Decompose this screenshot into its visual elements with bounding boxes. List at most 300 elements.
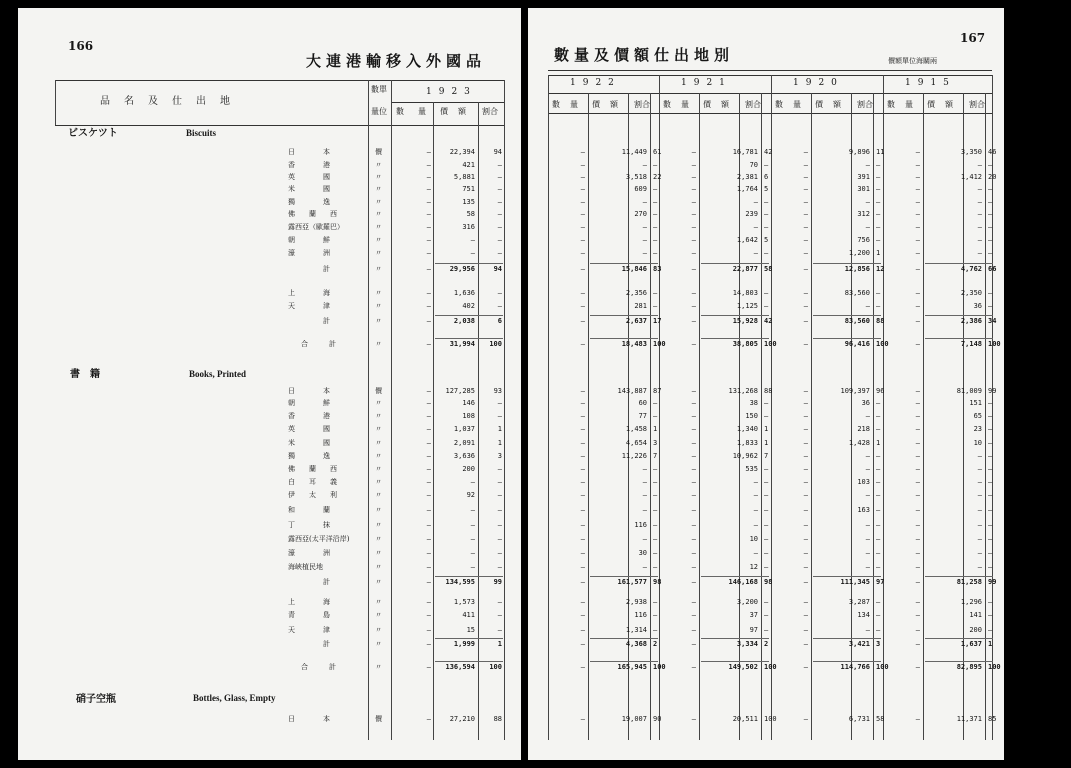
share-cell: 5: [764, 185, 769, 193]
share-cell: —: [764, 521, 769, 529]
qty-cell: —: [580, 663, 585, 671]
year-header-1920: 1920: [793, 78, 844, 88]
qty-cell: —: [580, 598, 585, 606]
qty-cell: —: [915, 249, 920, 257]
share-cell: —: [653, 236, 658, 244]
qty-cell: —: [426, 249, 431, 257]
share-cell: —: [988, 198, 993, 206]
share-cell: 88: [764, 387, 773, 395]
subheader-val-1: 價: [440, 107, 448, 116]
share-cell: —: [653, 506, 658, 514]
subheader-label: 割合: [634, 100, 650, 109]
share-cell: —: [497, 412, 502, 420]
unit-cell: 〃: [375, 412, 382, 420]
qty-cell: —: [915, 452, 920, 460]
value-cell: 16,781: [732, 148, 758, 156]
value-cell: 15,928: [732, 317, 758, 325]
share-cell: —: [876, 412, 881, 420]
unit-cell: 〃: [375, 317, 382, 325]
share-cell: —: [876, 506, 881, 514]
share-cell: 100: [489, 663, 502, 671]
qty-cell: —: [803, 249, 808, 257]
share-cell: —: [497, 185, 502, 193]
share-cell: —: [497, 626, 502, 634]
qty-cell: —: [580, 249, 585, 257]
share-cell: —: [764, 611, 769, 619]
share-cell: —: [764, 289, 769, 297]
subheader-label: 割合: [969, 100, 985, 109]
value-cell: —: [977, 563, 982, 571]
qty-cell: —: [426, 265, 431, 273]
share-cell: —: [876, 161, 881, 169]
share-cell: —: [653, 198, 658, 206]
qty-cell: —: [803, 563, 808, 571]
value-cell: 3,518: [625, 173, 647, 181]
value-cell: —: [470, 563, 475, 571]
origin-label: 天 津: [288, 626, 330, 634]
value-cell: 12: [749, 563, 758, 571]
origin-label: 計: [323, 317, 330, 325]
share-cell: 100: [764, 340, 777, 348]
share-cell: 6: [764, 173, 769, 181]
share-cell: —: [497, 161, 502, 169]
subheader-label: 數: [552, 100, 560, 109]
value-cell: 1,458: [625, 425, 647, 433]
value-cell: —: [865, 535, 870, 543]
subheader-label: 數: [887, 100, 895, 109]
value-cell: 3,287: [848, 598, 870, 606]
unit-cell: 〃: [375, 185, 382, 193]
column-header-item-origin: 品 名 及 仕 出 地: [100, 96, 232, 107]
share-cell: —: [988, 399, 993, 407]
share-cell: —: [497, 521, 502, 529]
unit-cell: 〃: [375, 452, 382, 460]
qty-cell: —: [915, 198, 920, 206]
qty-cell: —: [803, 223, 808, 231]
origin-label: 計: [323, 640, 330, 648]
value-cell: 3,200: [736, 598, 758, 606]
share-cell: 100: [653, 663, 666, 671]
share-cell: —: [988, 249, 993, 257]
qty-cell: —: [691, 302, 696, 310]
qty-cell: —: [915, 465, 920, 473]
qty-cell: —: [803, 236, 808, 244]
qty-cell: —: [691, 640, 696, 648]
origin-label: 香 港: [288, 161, 330, 169]
qty-cell: —: [915, 412, 920, 420]
origin-label: 日 本: [288, 715, 330, 723]
share-cell: 1: [764, 439, 769, 447]
share-cell: —: [497, 563, 502, 571]
value-cell: 2,038: [453, 317, 475, 325]
value-cell: 2,091: [453, 439, 475, 447]
value-cell: —: [753, 491, 758, 499]
share-cell: —: [764, 161, 769, 169]
value-cell: —: [865, 549, 870, 557]
qty-cell: —: [691, 173, 696, 181]
share-cell: —: [876, 563, 881, 571]
share-cell: —: [876, 289, 881, 297]
item-en-biscuits: Biscuits: [186, 128, 217, 138]
qty-cell: —: [691, 387, 696, 395]
qty-cell: —: [580, 399, 585, 407]
share-cell: 1: [988, 640, 993, 648]
qty-cell: —: [803, 715, 808, 723]
value-cell: 1,037: [453, 425, 475, 433]
share-cell: —: [653, 626, 658, 634]
qty-cell: —: [803, 412, 808, 420]
origin-label: 英 國: [288, 425, 330, 433]
qty-cell: —: [426, 399, 431, 407]
qty-cell: —: [803, 161, 808, 169]
value-cell: 15,846: [621, 265, 647, 273]
origin-label: 香 港: [288, 412, 330, 420]
value-cell: 2,356: [625, 289, 647, 297]
share-cell: 1: [876, 439, 881, 447]
share-cell: —: [764, 626, 769, 634]
share-cell: 90: [653, 715, 662, 723]
value-cell: —: [865, 626, 870, 634]
qty-cell: —: [915, 535, 920, 543]
share-cell: 7: [764, 452, 769, 460]
share-cell: 1: [497, 425, 502, 433]
share-cell: —: [653, 412, 658, 420]
value-cell: 134: [857, 611, 870, 619]
unit-cell: 〃: [375, 626, 382, 634]
share-cell: —: [764, 535, 769, 543]
left-page-number: 166: [68, 39, 94, 53]
value-cell: 116: [634, 521, 647, 529]
qty-cell: —: [580, 491, 585, 499]
share-cell: —: [764, 478, 769, 486]
value-cell: 136,594: [445, 663, 475, 671]
qty-cell: —: [580, 198, 585, 206]
value-cell: 146: [462, 399, 475, 407]
qty-cell: —: [580, 265, 585, 273]
qty-cell: —: [691, 478, 696, 486]
qty-cell: —: [691, 549, 696, 557]
share-cell: —: [497, 173, 502, 181]
value-cell: 218: [857, 425, 870, 433]
unit-header-top: 數單: [371, 85, 387, 94]
qty-cell: —: [426, 598, 431, 606]
qty-cell: —: [803, 148, 808, 156]
origin-label: 獨 逸: [288, 198, 330, 206]
value-cell: 1,642: [736, 236, 758, 244]
unit-cell: 〃: [375, 340, 382, 348]
value-cell: 30: [638, 549, 647, 557]
value-cell: 11,449: [621, 148, 647, 156]
qty-cell: —: [915, 478, 920, 486]
origin-label: 伊 太 利: [288, 491, 337, 499]
share-cell: —: [764, 399, 769, 407]
share-cell: 93: [493, 387, 502, 395]
share-cell: 94: [493, 148, 502, 156]
value-cell: 150: [745, 412, 758, 420]
value-cell: —: [977, 521, 982, 529]
share-cell: 98: [653, 578, 662, 586]
origin-label: 獨 逸: [288, 452, 330, 460]
value-cell: 5,881: [453, 173, 475, 181]
qty-cell: —: [803, 387, 808, 395]
qty-cell: —: [915, 173, 920, 181]
qty-cell: —: [691, 289, 696, 297]
unit-cell: 〃: [375, 491, 382, 499]
qty-cell: —: [426, 465, 431, 473]
value-cell: 9,896: [848, 148, 870, 156]
share-cell: —: [764, 249, 769, 257]
qty-cell: —: [915, 340, 920, 348]
share-cell: —: [764, 506, 769, 514]
share-cell: —: [988, 506, 993, 514]
unit-cell: 〃: [375, 506, 382, 514]
share-cell: —: [988, 478, 993, 486]
unit-cell: 〃: [375, 161, 382, 169]
qty-cell: —: [803, 549, 808, 557]
share-cell: 100: [489, 340, 502, 348]
value-cell: 1,200: [848, 249, 870, 257]
share-cell: —: [497, 465, 502, 473]
share-cell: —: [653, 210, 658, 218]
subheader-label: 額: [945, 100, 953, 109]
value-cell: 7,148: [960, 340, 982, 348]
share-cell: —: [497, 598, 502, 606]
value-cell: —: [470, 521, 475, 529]
share-cell: —: [876, 198, 881, 206]
value-cell: —: [470, 249, 475, 257]
value-cell: 83,560: [844, 317, 870, 325]
qty-cell: —: [426, 478, 431, 486]
share-cell: —: [988, 161, 993, 169]
qty-cell: —: [426, 578, 431, 586]
qty-cell: —: [915, 161, 920, 169]
right-page-title: 數量及價額仕出地別: [554, 46, 735, 64]
value-cell: 1,637: [960, 640, 982, 648]
qty-cell: —: [915, 302, 920, 310]
value-cell: 141: [969, 611, 982, 619]
share-cell: 34: [988, 317, 997, 325]
qty-cell: —: [426, 340, 431, 348]
qty-cell: —: [426, 302, 431, 310]
qty-cell: —: [803, 452, 808, 460]
share-cell: —: [653, 302, 658, 310]
unit-cell: 〃: [375, 399, 382, 407]
share-cell: 99: [988, 578, 997, 586]
value-cell: —: [642, 465, 647, 473]
value-cell: 2,938: [625, 598, 647, 606]
origin-label: 露西亞（歐羅巴）: [288, 223, 344, 231]
value-cell: —: [865, 465, 870, 473]
share-cell: —: [497, 549, 502, 557]
qty-cell: —: [803, 640, 808, 648]
origin-label: 青 島: [288, 611, 330, 619]
value-cell: 301: [857, 185, 870, 193]
value-cell: —: [865, 302, 870, 310]
qty-cell: —: [803, 506, 808, 514]
value-cell: —: [642, 535, 647, 543]
share-cell: 22: [653, 173, 662, 181]
value-cell: 38: [749, 399, 758, 407]
value-cell: —: [470, 506, 475, 514]
qty-cell: —: [915, 439, 920, 447]
origin-label: 露西亞(太平洋沿岸): [288, 535, 350, 543]
share-cell: 100: [876, 340, 889, 348]
item-jp-biscuits: ビスケツト: [68, 128, 118, 139]
share-cell: —: [988, 302, 993, 310]
value-cell: —: [977, 198, 982, 206]
unit-cell: 〃: [375, 302, 382, 310]
qty-cell: —: [691, 521, 696, 529]
qty-cell: —: [580, 521, 585, 529]
qty-cell: —: [426, 563, 431, 571]
share-cell: —: [876, 223, 881, 231]
qty-cell: —: [915, 563, 920, 571]
qty-cell: —: [915, 289, 920, 297]
share-cell: —: [653, 249, 658, 257]
qty-cell: —: [580, 626, 585, 634]
subheader-pct: 割合: [482, 107, 498, 116]
value-cell: 131,268: [728, 387, 758, 395]
value-cell: —: [642, 223, 647, 231]
value-cell: 60: [638, 399, 647, 407]
qty-cell: —: [691, 439, 696, 447]
qty-cell: —: [426, 715, 431, 723]
value-cell: 134,595: [445, 578, 475, 586]
unit-cell: 〃: [375, 425, 382, 433]
value-cell: 4,368: [625, 640, 647, 648]
value-cell: 151: [969, 399, 982, 407]
share-cell: —: [876, 491, 881, 499]
share-cell: —: [497, 223, 502, 231]
share-cell: —: [764, 210, 769, 218]
qty-cell: —: [803, 289, 808, 297]
qty-cell: —: [803, 340, 808, 348]
qty-cell: —: [691, 578, 696, 586]
share-cell: —: [653, 289, 658, 297]
qty-cell: —: [803, 302, 808, 310]
value-cell: 4,762: [960, 265, 982, 273]
qty-cell: —: [691, 663, 696, 671]
qty-cell: —: [580, 340, 585, 348]
qty-cell: —: [580, 425, 585, 433]
share-cell: —: [988, 626, 993, 634]
value-cell: 163: [857, 506, 870, 514]
value-cell: 36: [973, 302, 982, 310]
value-cell: 1,428: [848, 439, 870, 447]
share-cell: —: [497, 399, 502, 407]
share-cell: —: [497, 478, 502, 486]
value-cell: 10: [749, 535, 758, 543]
share-cell: 99: [493, 578, 502, 586]
subheader-label: 數: [775, 100, 783, 109]
origin-label: 丁 抹: [288, 521, 330, 529]
share-cell: —: [764, 549, 769, 557]
share-cell: —: [876, 173, 881, 181]
value-cell: 108: [462, 412, 475, 420]
value-cell: 22,394: [449, 148, 475, 156]
qty-cell: —: [426, 223, 431, 231]
share-cell: —: [497, 506, 502, 514]
qty-cell: —: [426, 387, 431, 395]
qty-cell: —: [580, 387, 585, 395]
origin-label: 朝 鮮: [288, 236, 330, 244]
qty-cell: —: [915, 210, 920, 218]
value-cell: 421: [462, 161, 475, 169]
share-cell: —: [764, 412, 769, 420]
qty-cell: —: [915, 626, 920, 634]
share-cell: —: [764, 598, 769, 606]
subheader-label: 量: [570, 100, 578, 109]
share-cell: 83: [653, 265, 662, 273]
right-page-number: 167: [960, 31, 986, 45]
qty-cell: —: [426, 626, 431, 634]
qty-cell: —: [803, 173, 808, 181]
share-cell: 5: [764, 236, 769, 244]
qty-cell: —: [426, 198, 431, 206]
value-cell: —: [753, 521, 758, 529]
unit-cell: 〃: [375, 598, 382, 606]
value-cell: —: [977, 249, 982, 257]
qty-cell: —: [803, 578, 808, 586]
value-cell: —: [865, 198, 870, 206]
unit-cell: 〃: [375, 223, 382, 231]
value-cell: —: [977, 161, 982, 169]
qty-cell: —: [580, 412, 585, 420]
qty-cell: —: [691, 249, 696, 257]
share-cell: —: [988, 563, 993, 571]
qty-cell: —: [915, 223, 920, 231]
share-cell: —: [653, 611, 658, 619]
value-cell: —: [753, 478, 758, 486]
qty-cell: —: [580, 173, 585, 181]
value-cell: —: [642, 249, 647, 257]
share-cell: 1: [764, 425, 769, 433]
unit-cell: 〃: [375, 265, 382, 273]
share-cell: —: [988, 535, 993, 543]
qty-cell: —: [915, 317, 920, 325]
qty-cell: —: [580, 506, 585, 514]
qty-cell: —: [691, 412, 696, 420]
unit-cell: 〃: [375, 439, 382, 447]
qty-cell: —: [580, 578, 585, 586]
origin-label: 上 海: [288, 289, 330, 297]
value-cell: 82,895: [956, 663, 982, 671]
qty-cell: —: [580, 317, 585, 325]
value-cell: —: [977, 535, 982, 543]
share-cell: 100: [764, 715, 777, 723]
value-cell: 1,412: [960, 173, 982, 181]
qty-cell: —: [915, 598, 920, 606]
unit-cell: 〃: [375, 611, 382, 619]
share-cell: —: [653, 535, 658, 543]
share-cell: —: [653, 521, 658, 529]
share-cell: 42: [764, 148, 773, 156]
qty-cell: —: [691, 236, 696, 244]
share-cell: —: [497, 249, 502, 257]
value-cell: —: [753, 223, 758, 231]
item-jp-books: 書 籍: [70, 369, 100, 380]
origin-label: 濠 洲: [288, 249, 330, 257]
origin-label: 日 本: [288, 387, 330, 395]
year-header-1915: 1915: [905, 78, 956, 88]
qty-cell: —: [691, 340, 696, 348]
share-cell: —: [988, 289, 993, 297]
qty-cell: —: [915, 578, 920, 586]
share-cell: —: [764, 198, 769, 206]
unit-cell: 〃: [375, 236, 382, 244]
year-header-1923: 1923: [426, 87, 477, 97]
value-cell: —: [470, 478, 475, 486]
